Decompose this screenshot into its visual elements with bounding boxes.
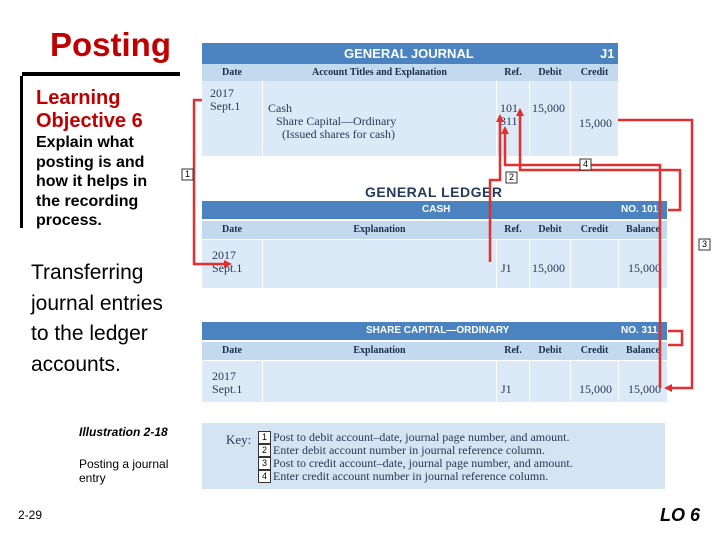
- general-ledger-title: GENERAL LEDGER: [365, 184, 503, 200]
- share-balance: 15,000: [628, 382, 661, 396]
- key-badge-4: 4: [258, 470, 271, 483]
- share-credit: 15,000: [579, 382, 612, 396]
- journal-title: GENERAL JOURNAL: [344, 46, 474, 61]
- key-item-1: Post to debit account–date, journal page number, and amount.: [273, 430, 570, 444]
- key-item-4: Enter credit account number in journal reference column.: [273, 469, 549, 483]
- share-col-explanation: Explanation: [353, 345, 406, 356]
- cash-account-name: CASH: [422, 204, 451, 215]
- illustration-label: Illustration 2-18: [79, 425, 168, 439]
- journal-col-date: Date: [222, 67, 242, 78]
- cash-col-ref: Ref.: [504, 224, 522, 235]
- transfer-text: Transferring journal entries to the ledger accounts.: [31, 261, 163, 376]
- share-account-name: SHARE CAPITAL—ORDINARY: [366, 325, 510, 336]
- journal-col-debit: Debit: [538, 67, 562, 78]
- journal-col-account: Account Titles and Explanation: [312, 67, 447, 78]
- page-number: 2-29: [18, 508, 43, 522]
- journal-line-share: Share Capital—Ordinary: [276, 114, 397, 128]
- cash-col-explanation: Explanation: [353, 224, 406, 235]
- key-badge-3: 3: [258, 457, 271, 470]
- key-item-3: Post to credit account–date, journal page number, and amount.: [273, 456, 573, 470]
- journal-ref-101: 101: [500, 101, 518, 115]
- share-col-ref: Ref.: [504, 345, 522, 356]
- key-badge-1: 1: [258, 431, 271, 444]
- cash-account-number: NO. 101: [621, 204, 659, 215]
- key-badge-2: 2: [258, 444, 271, 457]
- arrow-1: [194, 100, 230, 264]
- key-item-2: Enter debit account number in journal reference column.: [273, 443, 545, 457]
- learning-objective-description: Explain what posting is and how it helps in the recording process.: [36, 134, 148, 229]
- share-col-debit: Debit: [538, 345, 562, 356]
- arrow-badge-3: 3: [701, 239, 707, 249]
- cash-year: 2017: [212, 248, 236, 262]
- cash-col-balance: Balance: [626, 224, 660, 235]
- learning-objective-title: Learning Objective 6: [36, 87, 143, 132]
- journal-ref-311: 311: [500, 114, 518, 128]
- journal-col-ref: Ref.: [504, 67, 522, 78]
- arrow-badge-4: 4: [582, 159, 588, 169]
- cash-ref: J1: [501, 261, 512, 275]
- cash-col-debit: Debit: [538, 224, 562, 235]
- share-col-credit: Credit: [580, 345, 609, 356]
- journal-debit: 15,000: [532, 101, 565, 115]
- journal-credit: 15,000: [579, 116, 612, 130]
- journal-line-explanation: (Issued shares for cash): [282, 127, 395, 141]
- cash-balance: 15,000: [628, 261, 661, 275]
- journal-page: J1: [600, 46, 615, 61]
- journal-date: Sept.1: [210, 99, 241, 113]
- key-label: Key:: [226, 432, 252, 447]
- cash-col-date: Date: [222, 224, 242, 235]
- lo-tag: LO 6: [660, 505, 701, 525]
- arrow-badge-1: 1: [184, 169, 190, 179]
- cash-col-credit: Credit: [580, 224, 609, 235]
- share-year: 2017: [212, 369, 236, 383]
- journal-year: 2017: [210, 86, 234, 100]
- arrow-3: [618, 120, 692, 388]
- cash-debit: 15,000: [532, 261, 565, 275]
- slide-title: Posting: [50, 26, 171, 63]
- arrow-badge-2: 2: [508, 172, 514, 182]
- share-account-number: NO. 311: [621, 325, 658, 336]
- share-date: Sept.1: [212, 382, 243, 396]
- journal-col-credit: Credit: [580, 67, 609, 78]
- arrow-cash-number: [520, 110, 680, 210]
- arrow-share-number: [668, 331, 682, 345]
- cash-date: Sept.1: [212, 261, 243, 275]
- illustration-caption: Posting a journal entry: [79, 457, 169, 485]
- share-col-balance: Balance: [626, 345, 660, 356]
- journal-line-cash: Cash: [268, 101, 292, 115]
- share-col-date: Date: [222, 345, 242, 356]
- share-ref: J1: [501, 382, 512, 396]
- arrow-2: [490, 116, 500, 262]
